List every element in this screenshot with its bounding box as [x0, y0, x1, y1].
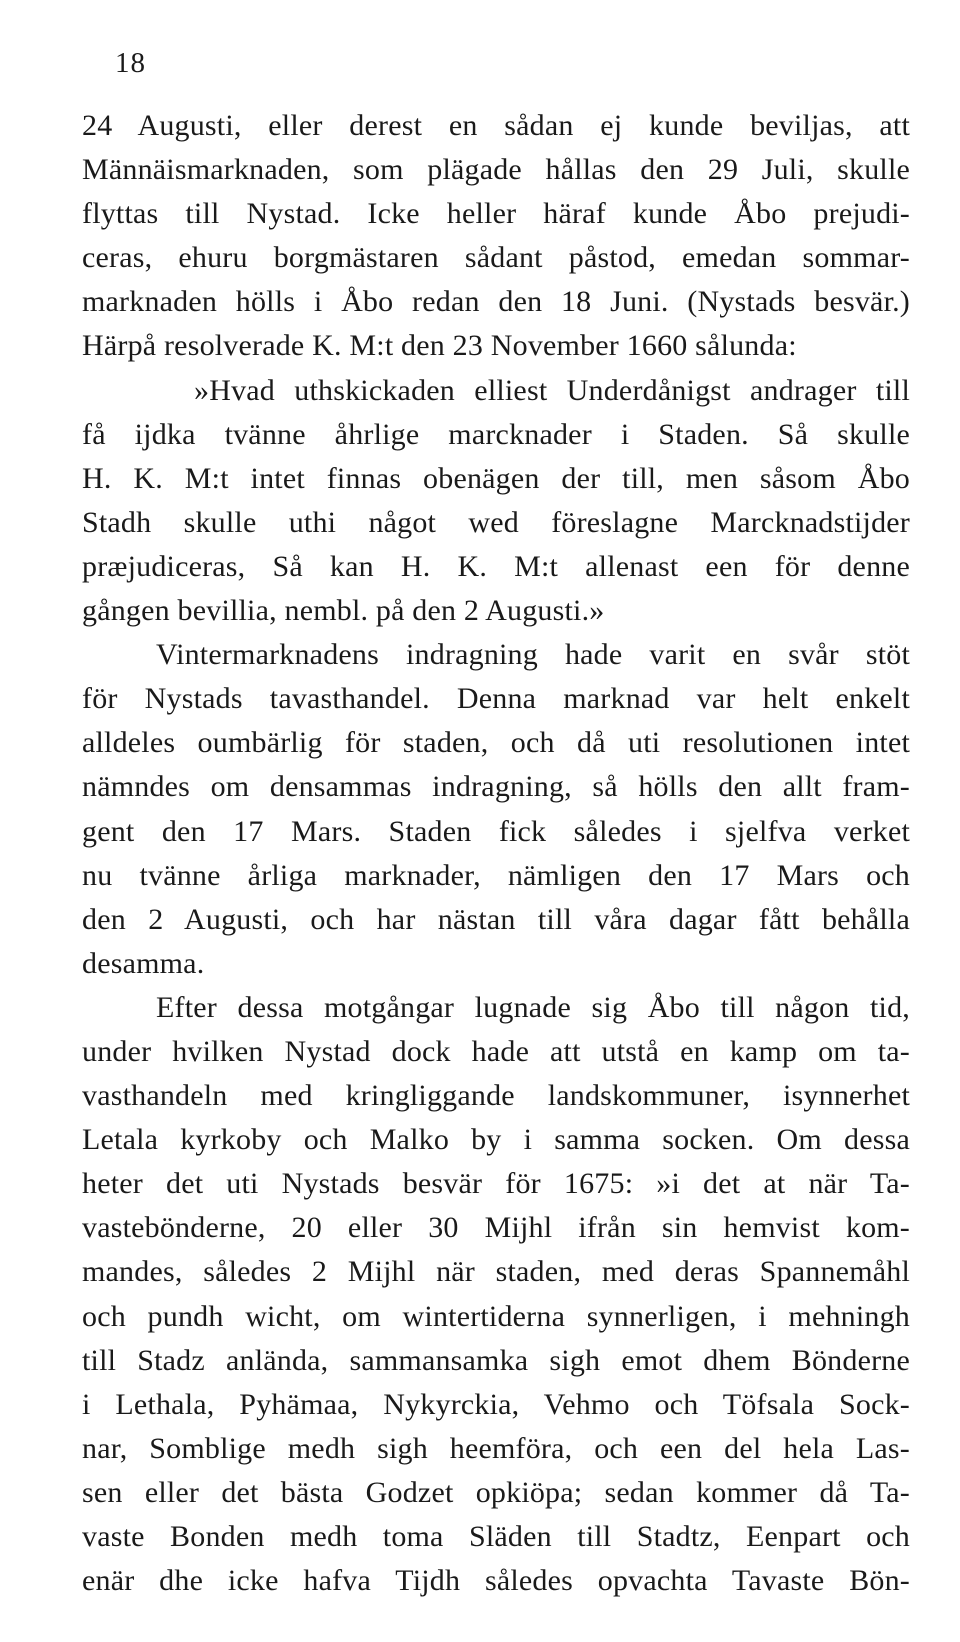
text-line: gången bevillia, nembl. på den 2 Augusti.»: [82, 594, 605, 628]
text-line: vastebönderne, 20 eller 30 Mijhl ifrån sin hemvist kom-: [82, 1211, 910, 1245]
text-line: vaste Bonden medh toma Släden till Stadtz, Eenpart och: [82, 1520, 910, 1553]
text-line: desamma.: [82, 946, 205, 980]
text-line: i Lethala, Pyhämaa, Nykyrckia, Vehmo och Töfsala Sock-: [82, 1387, 910, 1421]
text-line: under hvilken Nystad dock hade att utstå en kamp om ta-: [82, 1034, 910, 1068]
text-line: 24 Augusti, eller derest en sådan ej kunde beviljas, att: [82, 109, 910, 142]
text-line: H. K. M:t intet finnas obenägen der till, men såsom Åbo: [82, 461, 910, 495]
text-line: heter det uti Nystads besvär för 1675: »i det at när Ta-: [82, 1167, 910, 1201]
text-line: Härpå resolverade K. M:t den 23 November 1660 sålunda:: [82, 329, 797, 363]
page-number: 18: [115, 47, 146, 79]
text-line: ceras, ehuru borgmästaren sådant påstod, emedan sommar-: [82, 241, 910, 275]
text-line: nämndes om densammas indragning, så hölls den allt fram-: [82, 770, 910, 804]
text-line: Vintermarknadens indragning hade varit en svår stöt: [156, 638, 910, 672]
text-line: Letala kyrkoby och Malko by i samma socken. Om dessa: [82, 1123, 910, 1157]
text-line: för Nystads tavasthandel. Denna marknad var helt enkelt: [82, 682, 910, 716]
text-line: Stadh skulle uthi något wed föreslagne Marcknadstijder: [82, 505, 910, 539]
text-line: flyttas till Nystad. Icke heller häraf kunde Åbo prejudi-: [82, 197, 910, 231]
text-line: nu tvänne årliga marknader, nämligen den 17 Mars och: [82, 858, 910, 892]
text-line: alldeles oumbärlig för staden, och då uti resolutionen intet: [82, 726, 910, 760]
text-line: den 2 Augusti, och har nästan till våra dagar fått behålla: [82, 902, 910, 936]
text-line: vasthandeln med kringliggande landskommuner, isynnerhet: [82, 1079, 910, 1113]
text-line: præjudiceras, Så kan H. K. M:t allenast een för denne: [82, 549, 910, 583]
text-line: gent den 17 Mars. Staden fick således i sjelfva verket: [82, 814, 910, 848]
text-line: sen eller det bästa Godzet opkiöpa; sedan kommer då Ta-: [82, 1475, 910, 1509]
text-line: »Hvad uthskickaden elliest Underdånigst andrager till: [194, 373, 910, 407]
text-line: enär dhe icke hafva Tijdh således opvachta Tavaste Bön-: [82, 1564, 910, 1598]
text-line: marknaden hölls i Åbo redan den 18 Juni. (Nystads besvär.): [82, 285, 910, 319]
body-text: [82, 104, 910, 1603]
text-line: mandes, således 2 Mijhl när staden, med deras Spannemåhl: [82, 1255, 910, 1289]
text-line: och pundh wicht, om wintertiderna synnerligen, i mehningh: [82, 1299, 910, 1333]
text-line: till Stadz anlända, sammansamka sigh emot dhem Bönderne: [82, 1343, 910, 1377]
text-line: få ijdka tvänne åhrlige marcknader i Staden. Så skulle: [82, 417, 910, 451]
text-line: Männäismarknaden, som plägade hållas den 29 Juli, skulle: [82, 153, 910, 187]
text-line: Efter dessa motgångar lugnade sig Åbo till någon tid,: [156, 990, 910, 1024]
text-line: nar, Somblige medh sigh heemföra, och een del hela Las-: [82, 1431, 910, 1465]
